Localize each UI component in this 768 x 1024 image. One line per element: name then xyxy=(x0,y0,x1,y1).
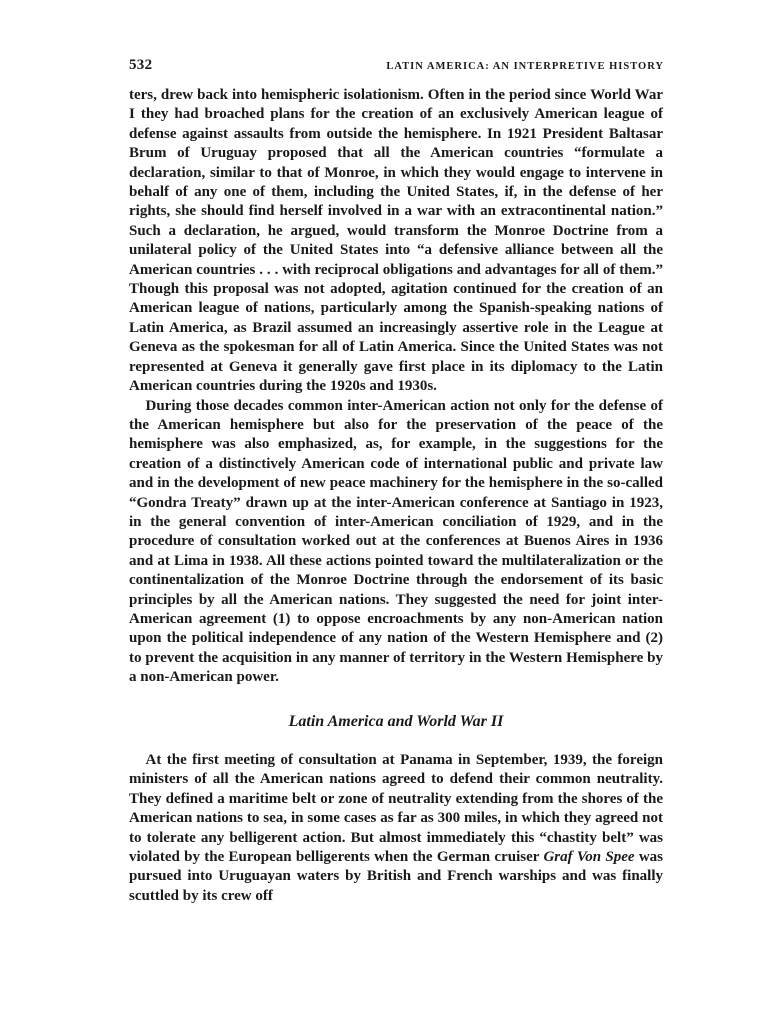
section-heading: Latin America and World War II xyxy=(288,712,504,730)
paragraph-text-part: was pursued into Uruguayan waters by British and French warships and was finally scuttled by its crew off xyxy=(129,849,663,904)
paragraph-first-meeting xyxy=(129,751,663,906)
ship-name: Graf Von Spee xyxy=(543,849,635,866)
body-text xyxy=(129,86,663,906)
running-head: LATIN AMERICA: AN INTERPRETIVE HISTORY xyxy=(386,61,664,72)
page-header xyxy=(129,57,664,74)
page-number: 532 xyxy=(129,57,153,73)
paragraph-continuation: ters, drew back into hemispheric isolationism. Often in the period since World War I they had broached plans for the creation of an exclusively American league of defense against assaults from outside the hemisphere. In 1921 President Baltasar Brum of Uruguay proposed that all the American countries “formulate a declaration, similar to that of Monroe, in which they would engage to intervene in behalf of any one of them, including the United States, if, in the defense of her rights, she should find herself involved in a war with an extracontinental nation.” Such a declaration, he argued, would transform the Monroe Doctrine from a unilateral policy of the United States into “a defensive alliance between all the American countries . . . with reciprocal obligations and advantages for all of them.” Though this proposal was not adopted, agitation continued for the creation of an American league of nations, particularly among the Spanish-speaking nations of Latin America, as Brazil assumed an increasingly assertive role in the League at Geneva as the spokesman for all of Latin America. Since the United States was not represented at Geneva it generally gave first place in its diplomacy to the Latin American countries during the 1920s and 1930s. xyxy=(129,87,663,395)
paragraph-text-part: At the first meeting of consultation at Panama in September, 1939, the foreign ministers of all the American nations agreed to defend their common neutrality. They defined a maritime belt or zone of neutrality extending from the shores of the American nations to sea, in some cases as far as 300 miles, in which they agreed not to tolerate any belligerent action. But almost immediately this “chastity belt” was violated by the European belligerents when the German cruiser xyxy=(129,752,663,866)
paragraph-inter-american-action: During those decades common inter-American action not only for the defense of the American hemisphere but also for the preservation of the peace of the hemisphere was also emphasized, as, for example, in the suggestions for the creation of a distinctively American code of international public and private law and in the development of new peace machinery for the hemisphere in the so-called “Gondra Treaty” drawn up at the inter-American conference at Santiago in 1923, in the general convention of inter-American conciliation of 1929, and in the procedure of consultation worked out at the conferences at Buenos Aires in 1936 and at Lima in 1938. All these actions pointed toward the multilateralization or the continentalization of the Monroe Doctrine through the endorsement of its basic principles by all the American nations. They suggested the need for joint inter-American agreement (1) to oppose encroachments by any non-American nation upon the political independence of any nation of the Western Hemisphere and (2) to prevent the acquisition in any manner of territory in the Western Hemisphere by a non-American power. xyxy=(129,397,663,686)
